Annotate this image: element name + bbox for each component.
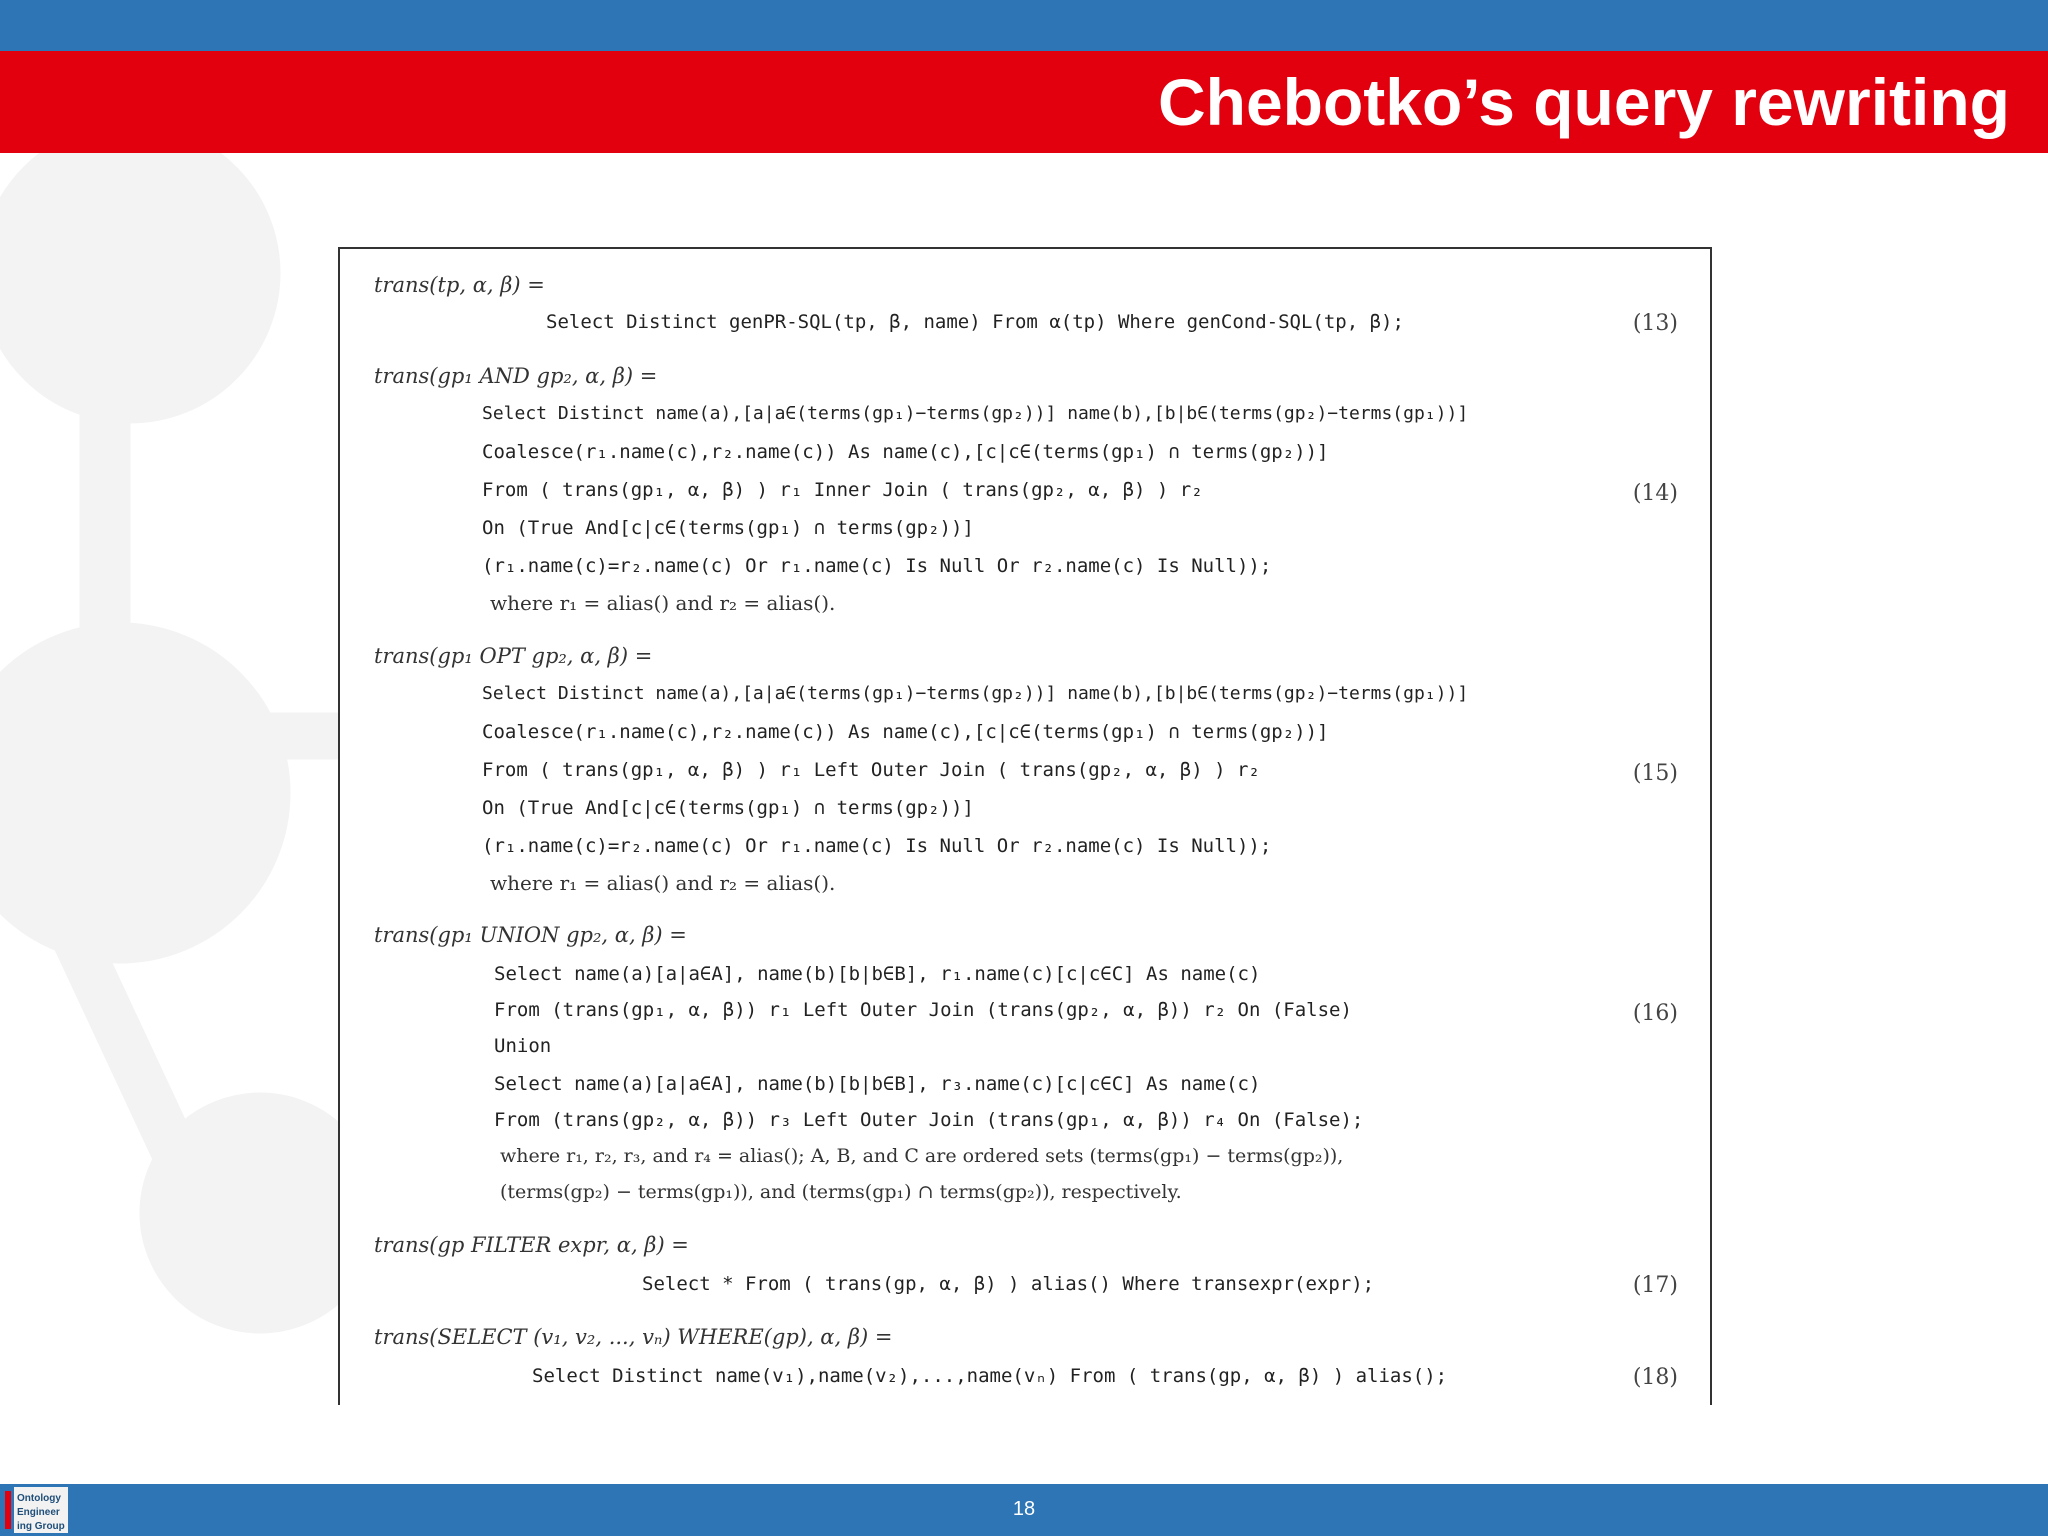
rule-15-line-1: Select Distinct name(a),[a|a∈(terms(gp₁)−terms(gp₂))] name(b),[b|b∈(terms(gp₂)−terms(gp₁))] [482,683,1469,704]
formula-image [338,247,1712,1405]
rule-17-line-1: Select * From ( trans(gp, α, β) ) alias() Where transexpr(expr); [642,1273,1375,1295]
rule-header-13: trans(tp, α, β) = [374,273,545,297]
top-band [0,0,2048,51]
equation-number-13: (13) [1632,311,1678,336]
rule-16-line-1: Select name(a)[a|a∈A], name(b)[b|b∈B], r₁.name(c)[c|c∈C] As name(c) [494,963,1261,985]
logo-text-2: Engineer [17,1507,60,1518]
equation-number-14: (14) [1632,481,1678,506]
rule-16-line-2: From (trans(gp₁, α, β)) r₁ Left Outer Join (trans(gp₂, α, β)) r₂ On (False) [494,999,1352,1021]
rule-15-line-5: (r₁.name(c)=r₂.name(c) Or r₁.name(c) Is Null Or r₂.name(c) Is Null)); [482,835,1272,857]
rule-16-line-3: Union [494,1035,552,1057]
page-number: 18 [1012,1498,1036,1520]
rule-14-line-1: Select Distinct name(a),[a|a∈(terms(gp₁)−terms(gp₂))] name(b),[b|b∈(terms(gp₂)−terms(gp₁))] [482,403,1469,424]
rule-header-14: trans(gp₁ AND gp₂, α, β) = [374,364,658,388]
equation-number-18: (18) [1632,1365,1678,1390]
rule-header-18: trans(SELECT (v₁, v₂, ..., vₙ) WHERE(gp), α, β) = [374,1325,893,1349]
rule-15-line-3: From ( trans(gp₁, α, β) ) r₁ Left Outer Join ( trans(gp₂, α, β) ) r₂ [482,759,1260,781]
rule-14-line-2: Coalesce(r₁.name(c),r₂.name(c)) As name(c),[c|c∈(terms(gp₁) ∩ terms(gp₂))] [482,441,1329,463]
rule-header-17: trans(gp FILTER expr, α, β) = [374,1233,689,1257]
slide-title: Chebotko’s query rewriting [1157,65,2010,139]
rule-14-line-3: From ( trans(gp₁, α, β) ) r₁ Inner Join ( trans(gp₂, α, β) ) r₂ [482,479,1203,501]
rule-15-line-6: where r₁ = alias() and r₂ = alias(). [490,871,836,895]
logo-text-1: Ontology [17,1493,61,1504]
rule-14-line-4: On (True And[c|c∈(terms(gp₁) ∩ terms(gp₂))] [482,517,974,539]
rule-16-line-5: From (trans(gp₂, α, β)) r₃ Left Outer Join (trans(gp₁, α, β)) r₄ On (False); [494,1109,1364,1131]
rule-16-line-7: (terms(gp₂) − terms(gp₁)), and (terms(gp₁) ∩ terms(gp₂)), respectively. [500,1181,1182,1203]
logo-text-3: ing Group [17,1521,65,1532]
rule-15-line-2: Coalesce(r₁.name(c),r₂.name(c)) As name(c),[c|c∈(terms(gp₁) ∩ terms(gp₂))] [482,721,1329,743]
rule-header-16: trans(gp₁ UNION gp₂, α, β) = [374,923,687,947]
equation-number-17: (17) [1632,1273,1678,1298]
rule-18-line-1: Select Distinct name(v₁),name(v₂),...,name(vₙ) From ( trans(gp, α, β) ) alias(); [532,1365,1448,1387]
rule-header-15: trans(gp₁ OPT gp₂, α, β) = [374,644,653,668]
rule-14-line-5: (r₁.name(c)=r₂.name(c) Or r₁.name(c) Is Null Or r₂.name(c) Is Null)); [482,555,1272,577]
rule-16-line-4: Select name(a)[a|a∈A], name(b)[b|b∈B], r₃.name(c)[c|c∈C] As name(c) [494,1073,1261,1095]
rule-16-line-6: where r₁, r₂, r₃, and r₄ = alias(); A, B, and C are ordered sets (terms(gp₁) − terms(gp₂)), [500,1145,1344,1167]
equation-number-16: (16) [1632,1001,1678,1026]
equation-number-15: (15) [1632,761,1678,786]
rule-14-line-6: where r₁ = alias() and r₂ = alias(). [490,591,836,615]
rule-15-line-4: On (True And[c|c∈(terms(gp₁) ∩ terms(gp₂))] [482,797,974,819]
rule-13-line-1: Select Distinct genPR-SQL(tp, β, name) From α(tp) Where genCond-SQL(tp, β); [546,311,1404,333]
